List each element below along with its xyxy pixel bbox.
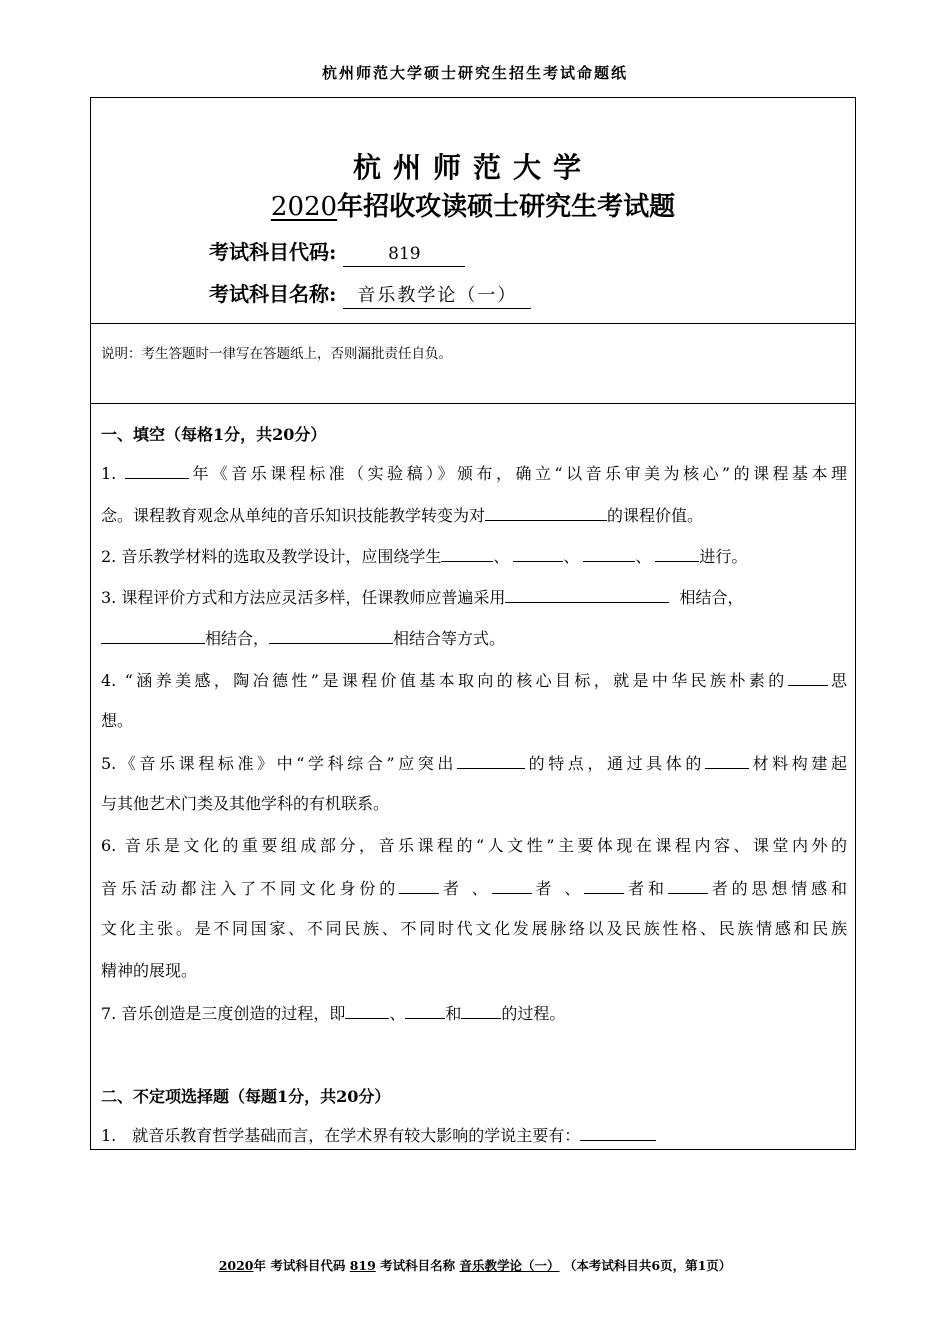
subject-code-value: 819 (343, 242, 465, 267)
answer-blank (461, 1001, 501, 1019)
question-3-line-1 (101, 585, 847, 609)
choice-question-1 (101, 1123, 847, 1147)
answer-blank (101, 626, 205, 644)
answer-blank (399, 876, 439, 894)
question-text: 年《音乐课程标准（实验稿）》颁布，确立“以音乐审美为核心”的课程基本理 (188, 464, 847, 483)
subject-code-label: 考试科目代码: (209, 240, 337, 264)
question-text: 1. 就音乐教育哲学基础而言，在学术界有较大影响的学说主要有： (101, 1126, 581, 1145)
separator: 、 (493, 547, 510, 566)
footer-year: 2020 (218, 1258, 254, 1273)
separator: 、 (563, 547, 580, 566)
answer-blank (705, 751, 749, 769)
page-footer (0, 1256, 950, 1274)
exam-paper-frame (90, 97, 856, 1150)
question-number: 1. (101, 464, 117, 483)
question-text: 者 、 (439, 879, 492, 898)
exam-title (91, 186, 855, 223)
section-1-heading: 一、填空（每格1分，共20分） (101, 425, 327, 444)
question-text: 的过程。 (501, 1004, 566, 1023)
answer-blank (441, 544, 493, 562)
question-text: 4. “涵养美感，陶冶德性”是课程价值基本取向的核心目标，就是中华民族朴素的 (101, 671, 788, 690)
footer-text: 考试科目名称 (380, 1258, 456, 1273)
question-6-line-2 (101, 876, 847, 900)
exam-year: 2020 (270, 192, 338, 222)
answer-blank (788, 668, 828, 686)
answer-blank (485, 503, 607, 521)
answer-blank (583, 544, 635, 562)
answer-blank (505, 585, 669, 603)
question-text: 进行。 (699, 547, 748, 566)
question-5-line-1 (101, 751, 847, 775)
question-6-line-3: 文化主张。是不同国家、不同民族、不同时代文化发展脉络以及民族性格、民族情感和民族 (101, 919, 847, 938)
question-text: 念。课程教育观念从单纯的音乐知识技能教学转变为对 (101, 506, 486, 525)
answer-blank (269, 626, 393, 644)
answer-blank (580, 1123, 656, 1141)
question-text: 材料构建起 (748, 754, 847, 773)
question-text: 相结合等方式。 (393, 629, 506, 648)
question-text: 相结合， (679, 588, 744, 607)
answer-blank (125, 461, 189, 479)
university-name: 杭州师范大学 (352, 151, 593, 184)
question-6-line-1: 6. 音乐是文化的重要组成部分，音乐课程的“人文性”主要体现在课程内容、课堂内外的 (101, 836, 847, 855)
answer-blank (492, 876, 532, 894)
subject-name-field (209, 278, 531, 309)
question-text: 者 、 (531, 879, 585, 898)
question-4-line-1 (101, 668, 847, 692)
exam-title-text: 年招收攻读硕士研究生考试题 (337, 192, 676, 222)
question-text: 2. 音乐教学材料的选取及教学设计，应围绕学生 (101, 547, 442, 566)
question-text: 音乐活动都注入了不同文化身份的 (101, 879, 400, 898)
answer-blank (513, 544, 563, 562)
footer-code: 819 (349, 1258, 376, 1273)
answer-blank (457, 751, 525, 769)
question-6-line-4: 精神的展现。 (101, 961, 198, 980)
answer-blank (405, 1001, 445, 1019)
answer-blank (345, 1001, 389, 1019)
question-text: 思 (827, 671, 847, 690)
answer-blank (668, 876, 708, 894)
footer-text: 年 考试科目代码 (253, 1258, 346, 1273)
title-block (91, 98, 855, 324)
question-text: 和 (445, 1004, 462, 1023)
question-text: 7. 音乐创造是三度创造的过程，即 (101, 1004, 346, 1023)
question-5-line-2: 与其他艺术门类及其他学科的有机联系。 (101, 794, 390, 813)
section-2-heading: 二、不定项选择题（每题1分，共20分） (101, 1087, 391, 1106)
question-1-line-1 (101, 461, 847, 485)
question-text: 、 (389, 1004, 406, 1023)
subject-code-field (209, 236, 465, 267)
footer-page-info: （本考试科目共6页，第1页） (563, 1258, 732, 1273)
question-3-line-2 (101, 626, 847, 650)
question-text: 者的思想情感和 (707, 879, 847, 898)
separator: 、 (635, 547, 652, 566)
subject-name-label: 考试科目名称: (209, 282, 337, 306)
subject-name-value: 音乐教学论（一） (343, 284, 531, 309)
instructions-block (91, 324, 855, 404)
question-4-line-2: 想。 (101, 711, 134, 730)
page-header: 杭州师范大学硕士研究生招生考试命题纸 (321, 64, 628, 82)
question-text: 3. 课程评价方式和方法应灵活多样，任课教师应普遍采用 (101, 588, 506, 607)
question-text: 的课程价值。 (607, 506, 704, 525)
question-text: 者和 (624, 879, 668, 898)
footer-subject-name: 音乐教学论（一） (459, 1258, 560, 1273)
question-2 (101, 544, 847, 568)
instructions-text: 说明：考生答题时一律写在答题纸上，否则漏批责任自负。 (101, 346, 452, 362)
question-text: 5.《音乐课程标准》中“学科综合”应突出 (101, 754, 457, 773)
question-1-line-2 (101, 503, 847, 527)
question-text: 相结合， (205, 629, 270, 648)
answer-blank (655, 544, 699, 562)
answer-blank (584, 876, 624, 894)
question-text: 的特点，通过具体的 (525, 754, 705, 773)
question-7 (101, 1001, 847, 1025)
